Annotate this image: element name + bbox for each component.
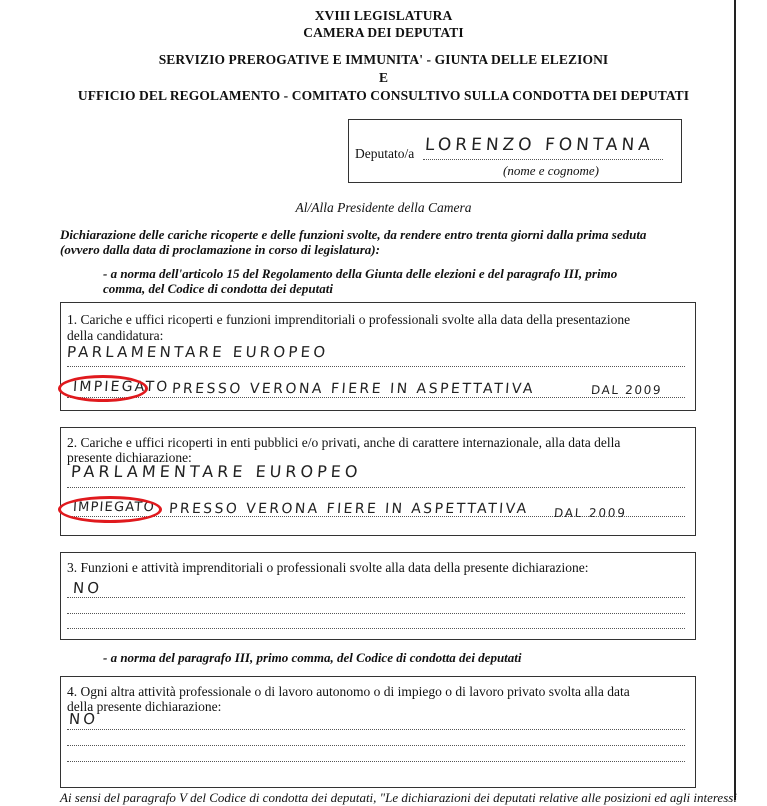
- section-2-question-line-1: 2. Cariche e uffici ricoperti in enti pubblici e/o privati, anche di carattere internazionale, alla data della: [67, 435, 621, 450]
- footer-text: Ai sensi del paragrafo V del Codice di condotta dei deputati, "Le dichiarazioni dei deputati relative alle posizioni ed agli interessi: [60, 790, 737, 805]
- section-4-question-line-2: della presente dichiarazione:: [67, 699, 222, 714]
- section-3-line-2: [67, 613, 685, 614]
- conjunction: E: [378, 70, 389, 85]
- section-2-answer-1: PARLAMENTARE EUROPEO: [70, 462, 363, 481]
- deputy-box: [348, 119, 682, 183]
- section-1-answer-2-word: IMPIEGATO: [72, 379, 170, 395]
- intro-line-2: (ovvero dalla data di proclamazione in corso di legislatura):: [60, 242, 380, 257]
- section-2-line-1: [67, 487, 685, 488]
- section-2-answer-2-rest: PRESSO VERONA FIERE IN ASPETTATIVA: [168, 501, 530, 517]
- deputy-name-handwritten: LORENZO FONTANA: [424, 135, 655, 155]
- deputy-name-line: [423, 159, 663, 160]
- section-1-line-2: [67, 397, 685, 398]
- section-1-box: [60, 302, 696, 411]
- section-1-answer-2-tail: DAL 2009: [590, 383, 663, 397]
- addressee: Al/Alla Presidente della Camera: [295, 200, 472, 215]
- section-3-answer-1: NO: [72, 579, 103, 597]
- section-1-line-1: [67, 366, 685, 367]
- section-1-question-line-2: della candidatura:: [67, 328, 164, 343]
- deputy-name-hint: (nome e cognome): [503, 163, 600, 178]
- section-2-question-line-2: presente dichiarazione:: [67, 450, 192, 465]
- section-3-box: [60, 552, 696, 640]
- office-title: UFFICIO DEL REGOLAMENTO - COMITATO CONSULTIVO SULLA CONDOTTA DEI DEPUTATI: [77, 88, 690, 103]
- section-4-line-2: [67, 745, 685, 746]
- deputy-label: Deputato/a: [355, 146, 415, 161]
- rule-1-line-1: - a norma dell'articolo 15 del Regolamento della Giunta delle elezioni e del paragrafo III, primo: [103, 266, 618, 281]
- section-4-question-line-1: 4. Ogni altra attività professionale o di lavoro autonomo o di impiego o di lavoro privato svolta alla data: [67, 684, 630, 699]
- service-title: SERVIZIO PREROGATIVE E IMMUNITA' - GIUNTA DELLE ELEZIONI: [158, 52, 609, 67]
- highlight-oval-1: [58, 375, 148, 402]
- highlight-oval-2: [58, 496, 162, 523]
- section-1-answer-1: PARLAMENTARE EUROPEO: [66, 343, 329, 361]
- section-1-answer-2-rest: PRESSO VERONA FIERE IN ASPETTATIVA: [171, 381, 536, 397]
- rule-2: - a norma del paragrafo III, primo comma, del Codice di condotta dei deputati: [103, 650, 522, 665]
- section-3-question-line-1: 3. Funzioni e attività imprenditoriali o professionali svolte alla data della presente dichiarazione:: [67, 560, 589, 575]
- section-4-box: [60, 676, 696, 788]
- section-2-answer-2-tail: DAL 2009: [553, 506, 628, 520]
- section-3-line-3: [67, 628, 685, 629]
- section-2-line-2: [67, 516, 685, 517]
- section-1-question-line-1: 1. Cariche e uffici ricoperti e funzioni imprenditoriali o professionali svolte alla data della presentazione: [67, 312, 631, 327]
- section-4-line-1: [67, 729, 685, 730]
- section-3-line-1: [67, 597, 685, 598]
- legislature-title: XVIII LEGISLATURA: [314, 8, 453, 23]
- section-2-box: [60, 427, 696, 536]
- section-4-answer-1: NO: [68, 710, 99, 728]
- chamber-title: CAMERA DEI DEPUTATI: [303, 25, 464, 40]
- rule-1-line-2: comma, del Codice di condotta dei deputati: [103, 281, 334, 296]
- page-edge: [734, 0, 736, 800]
- section-2-answer-2-word: IMPIEGATO: [72, 500, 156, 515]
- intro-line-1: Dichiarazione delle cariche ricoperte e delle funzioni svolte, da rendere entro trenta giorni dalla prima seduta: [60, 227, 647, 242]
- section-4-line-3: [67, 761, 685, 762]
